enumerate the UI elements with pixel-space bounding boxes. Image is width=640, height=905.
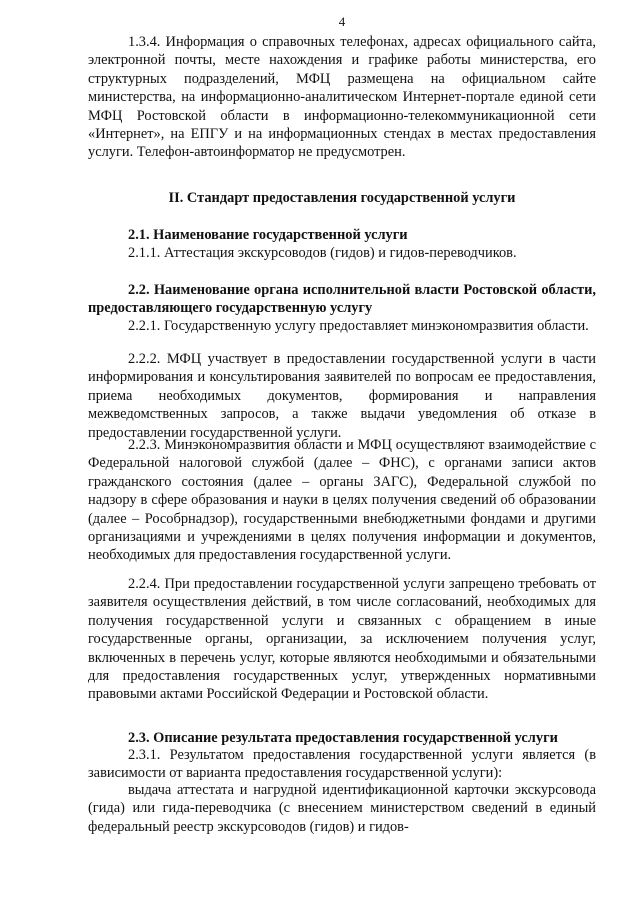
paragraph-2-3-1-item: выдача аттестата и нагрудной идентификационной карточки экскурсовода (гида) или гида-переводчика (с внесением министерством сведений в единый федеральный реестр экскурсоводов (гидов) и гидов- bbox=[88, 782, 596, 835]
paragraph-2-2-2: 2.2.2. МФЦ участвует в предоставлении государственной услуги в части информирования и консультирования заявителей по вопросам ее предоставления, приема необходимых документов, формирования и направления межведомственных запросов, а также выдачи уведомления об отказе в предоставлении государственной услуги. bbox=[88, 351, 596, 441]
heading-2-1: 2.1. Наименование государственной услуги bbox=[128, 227, 408, 243]
page-number: 4 bbox=[338, 14, 346, 29]
paragraph-2-2-4: 2.2.4. При предоставлении государственной услуги запрещено требовать от заявителя осуществления действий, в том числе согласований, необходимых для получения государственной услуги и связанных с обращением в иные государственные органы, организации, за исключением получения услуг, включенных в перечень услуг, которые являются необходимыми и обязательными для предоставления государственных услуг, утвержденных нормативными правовыми актами Российской Федерации и Ростовской области. bbox=[88, 576, 596, 703]
heading-2-2: 2.2. Наименование органа исполнительной власти Ростовской области, предоставляющего государственную услугу bbox=[88, 282, 596, 317]
section-title: II. Стандарт предоставления государственной услуги bbox=[168, 190, 516, 206]
paragraph-2-3-1: 2.3.1. Результатом предоставления государственной услуги является (в зависимости от варианта предоставления государственной услуги): bbox=[88, 747, 596, 782]
paragraph-2-2-1: 2.2.1. Государственную услугу предоставляет минэкономразвития области. bbox=[128, 318, 589, 334]
paragraph-1-3-4: 1.3.4. Информация о справочных телефонах, адресах официального сайта, электронной почты, месте нахождения и графике работы министерства, его структурных подразделений, МФЦ размещена на официальном сайте министерства, на информационно-аналитическом Интернет-портале единой сети МФЦ Ростовской области в информационно-телекоммуникационной сети «Интернет», на ЕПГУ и на информационных стендах в местах предоставления услуги. Телефон-автоинформатор не предусмотрен. bbox=[88, 34, 596, 161]
paragraph-2-2-3: 2.2.3. Минэкономразвития области и МФЦ осуществляют взаимодействие с Федеральной налоговой службой (далее – ФНС), с органами записи актов гражданского состояния (далее – органы ЗАГС), Федеральной службой по надзору в сфере образования и науки в целях получения сведений об образовании (далее – Рособрнадзор), государственными внебюджетными фондами и другими организациями и учреждениями в целях получения информации и документов, необходимых для предоставления государственной услуги. bbox=[88, 437, 596, 564]
paragraph-2-1-1: 2.1.1. Аттестация экскурсоводов (гидов) и гидов-переводчиков. bbox=[128, 245, 517, 261]
heading-2-3: 2.3. Описание результата предоставления государственной услуги bbox=[128, 730, 558, 746]
